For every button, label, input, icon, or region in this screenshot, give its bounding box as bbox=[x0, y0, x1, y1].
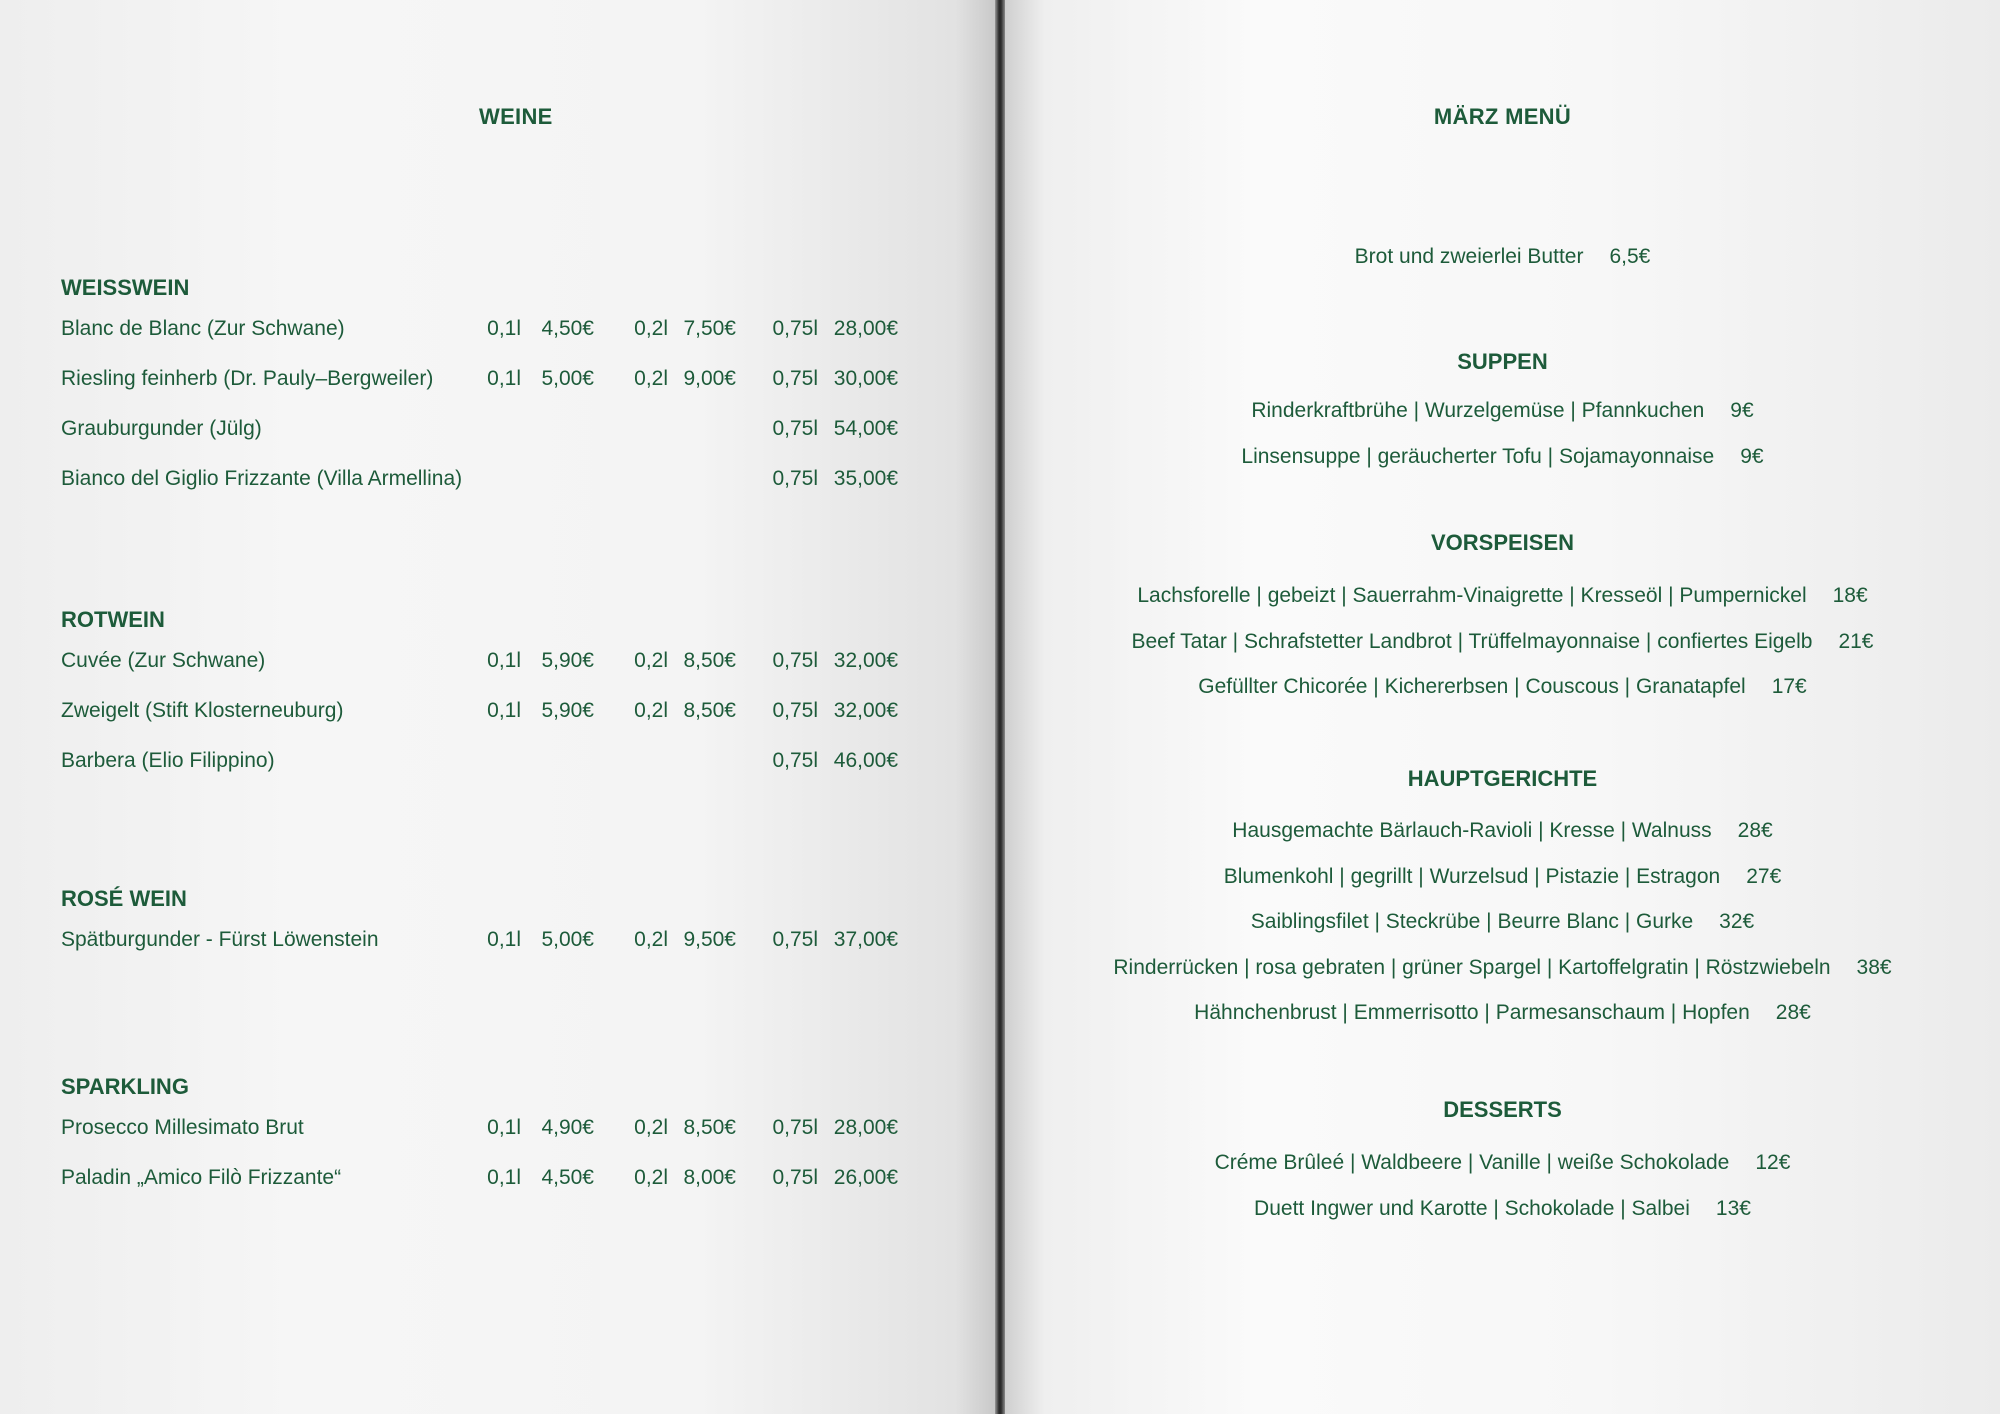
wine-volume: 0,75l bbox=[772, 928, 818, 951]
wine-volume: 0,75l bbox=[772, 467, 818, 490]
menu-item-name: Rinderrücken | rosa gebraten | grüner Spargel | Kartoffelgratin | Röstzwiebeln bbox=[1113, 956, 1831, 979]
wine-volume: 0,1l bbox=[487, 928, 521, 951]
menu-item bbox=[1005, 675, 2000, 699]
wine-volume: 0,2l bbox=[634, 649, 668, 672]
wine-name: Blanc de Blanc (Zur Schwane) bbox=[61, 317, 345, 340]
wine-price: 26,00€ bbox=[833, 1166, 898, 1189]
wine-volume: 0,75l bbox=[772, 699, 818, 722]
menu-item-name: Duett Ingwer und Karotte | Schokolade | Salbei bbox=[1254, 1197, 1690, 1220]
wine-name: Grauburgunder (Jülg) bbox=[61, 417, 262, 440]
wine-volume: 0,75l bbox=[772, 1116, 818, 1139]
wine-name: Bianco del Giglio Frizzante (Villa Armellina) bbox=[61, 467, 463, 490]
menu-item-name: Créme Brûleé | Waldbeere | Vanille | weiße Schokolade bbox=[1214, 1151, 1730, 1174]
wine-volume: 0,1l bbox=[487, 367, 521, 390]
menu-item-name: Hähnchenbrust | Emmerrisotto | Parmesanschaum | Hopfen bbox=[1194, 1001, 1750, 1024]
vorspeisen-heading: VORSPEISEN bbox=[1430, 530, 1575, 555]
hauptgerichte-heading: HAUPTGERICHTE bbox=[1407, 766, 1598, 791]
wine-volume: 0,2l bbox=[634, 1166, 668, 1189]
wine-price: 32,00€ bbox=[833, 649, 898, 672]
book-spine bbox=[995, 0, 1005, 1414]
wine-price: 7,50€ bbox=[683, 317, 736, 340]
menu-item-name: Saiblingsfilet | Steckrübe | Beurre Blanc | Gurke bbox=[1250, 910, 1694, 933]
menu-item bbox=[1005, 445, 2000, 469]
wine-name: Paladin „Amico Filò Frizzante“ bbox=[61, 1166, 342, 1189]
menu-item bbox=[1005, 584, 2000, 608]
menu-item-price: 28€ bbox=[1775, 1001, 1811, 1024]
wine-price: 8,00€ bbox=[683, 1166, 736, 1189]
wine-volume: 0,1l bbox=[487, 1166, 521, 1189]
wine-volume: 0,1l bbox=[487, 1116, 521, 1139]
menu-item bbox=[1005, 956, 2000, 980]
wine-volume: 0,75l bbox=[772, 367, 818, 390]
menu-item-name: Lachsforelle | gebeizt | Sauerrahm-Vinaigrette | Kresseöl | Pumpernickel bbox=[1137, 584, 1807, 607]
wine-price: 28,00€ bbox=[833, 1116, 898, 1139]
wine-price: 4,50€ bbox=[541, 1166, 594, 1189]
wine-name: Zweigelt (Stift Klosterneuburg) bbox=[61, 699, 344, 722]
wine-price: 9,50€ bbox=[683, 928, 736, 951]
wine-volume: 0,2l bbox=[634, 1116, 668, 1139]
weisswein-heading: WEISSWEIN bbox=[61, 275, 190, 300]
menu-item-name: Rinderkraftbrühe | Wurzelgemüse | Pfannkuchen bbox=[1251, 399, 1705, 422]
wine-volume: 0,75l bbox=[772, 649, 818, 672]
wine-volume: 0,2l bbox=[634, 928, 668, 951]
wine-name: Cuvée (Zur Schwane) bbox=[61, 649, 266, 672]
wine-price: 9,00€ bbox=[683, 367, 736, 390]
menu-page-title: MÄRZ MENÜ bbox=[1433, 104, 1572, 129]
menu-item-price: 38€ bbox=[1856, 956, 1892, 979]
wine-name: Spätburgunder - Fürst Löwenstein bbox=[61, 928, 379, 951]
desserts-heading: DESSERTS bbox=[1443, 1097, 1562, 1122]
wine-price: 8,50€ bbox=[683, 1116, 736, 1139]
menu-item-name: Linsensuppe | geräucherter Tofu | Sojamayonnaise bbox=[1241, 445, 1715, 468]
wine-price: 5,90€ bbox=[541, 699, 594, 722]
wine-price: 8,50€ bbox=[683, 649, 736, 672]
wine-volume: 0,75l bbox=[772, 1166, 818, 1189]
wine-volume: 0,75l bbox=[772, 317, 818, 340]
wine-price: 5,00€ bbox=[541, 928, 594, 951]
wine-price: 4,90€ bbox=[541, 1116, 594, 1139]
wine-price: 30,00€ bbox=[833, 367, 898, 390]
wine-price: 4,50€ bbox=[541, 317, 594, 340]
menu-item-price: 32€ bbox=[1719, 910, 1755, 933]
bread-price: 6,5€ bbox=[1609, 245, 1651, 268]
wine-price: 8,50€ bbox=[683, 699, 736, 722]
menu-item-price: 9€ bbox=[1730, 399, 1754, 422]
menu-item bbox=[1005, 819, 2000, 843]
bread-item bbox=[1005, 245, 2000, 269]
menu-item-name: Beef Tatar | Schrafstetter Landbrot | Trüffelmayonnaise | confiertes Eigelb bbox=[1131, 630, 1813, 653]
wine-price: 28,00€ bbox=[833, 317, 898, 340]
wine-price: 32,00€ bbox=[833, 699, 898, 722]
menu-item bbox=[1005, 865, 2000, 889]
wine-price: 5,90€ bbox=[541, 649, 594, 672]
wine-volume: 0,1l bbox=[487, 317, 521, 340]
menu-item bbox=[1005, 1197, 2000, 1221]
wine-price: 35,00€ bbox=[833, 467, 898, 490]
wine-price: 37,00€ bbox=[833, 928, 898, 951]
wine-page-title: WEINE bbox=[479, 104, 553, 129]
wine-volume: 0,1l bbox=[487, 699, 521, 722]
menu-item bbox=[1005, 1151, 2000, 1175]
wine-volume: 0,2l bbox=[634, 367, 668, 390]
wine-name: Prosecco Millesimato Brut bbox=[61, 1116, 304, 1139]
menu-item bbox=[1005, 910, 2000, 934]
bread-name: Brot und zweierlei Butter bbox=[1354, 245, 1584, 268]
wine-price: 46,00€ bbox=[833, 749, 898, 772]
wine-name: Barbera (Elio Filippino) bbox=[61, 749, 275, 772]
rose-heading: ROSÉ WEIN bbox=[61, 886, 187, 911]
wine-name: Riesling feinherb (Dr. Pauly–Bergweiler) bbox=[61, 367, 434, 390]
menu-item-price: 28€ bbox=[1737, 819, 1773, 842]
menu-item bbox=[1005, 399, 2000, 423]
menu-item-price: 13€ bbox=[1715, 1197, 1751, 1220]
wine-price: 5,00€ bbox=[541, 367, 594, 390]
wine-volume: 0,2l bbox=[634, 317, 668, 340]
wine-price: 54,00€ bbox=[833, 417, 898, 440]
wine-volume: 0,1l bbox=[487, 649, 521, 672]
wine-volume: 0,75l bbox=[772, 749, 818, 772]
menu-item bbox=[1005, 630, 2000, 654]
menu-item-name: Blumenkohl | gegrillt | Wurzelsud | Pistazie | Estragon bbox=[1223, 865, 1721, 888]
menu-item-name: Hausgemachte Bärlauch-Ravioli | Kresse | Walnuss bbox=[1232, 819, 1712, 842]
menu-item-price: 17€ bbox=[1771, 675, 1807, 698]
sparkling-heading: SPARKLING bbox=[61, 1074, 189, 1099]
menu-item-price: 18€ bbox=[1832, 584, 1868, 607]
wine-volume: 0,75l bbox=[772, 417, 818, 440]
menu-item bbox=[1005, 1001, 2000, 1025]
wine-volume: 0,2l bbox=[634, 699, 668, 722]
menu-item-price: 12€ bbox=[1755, 1151, 1791, 1174]
suppen-heading: SUPPEN bbox=[1457, 349, 1548, 374]
menu-item-price: 9€ bbox=[1740, 445, 1764, 468]
menu-item-name: Gefüllter Chicorée | Kichererbsen | Couscous | Granatapfel bbox=[1198, 675, 1746, 698]
menu-item-price: 27€ bbox=[1746, 865, 1782, 888]
menu-item-price: 21€ bbox=[1838, 630, 1874, 653]
rotwein-heading: ROTWEIN bbox=[61, 607, 165, 632]
